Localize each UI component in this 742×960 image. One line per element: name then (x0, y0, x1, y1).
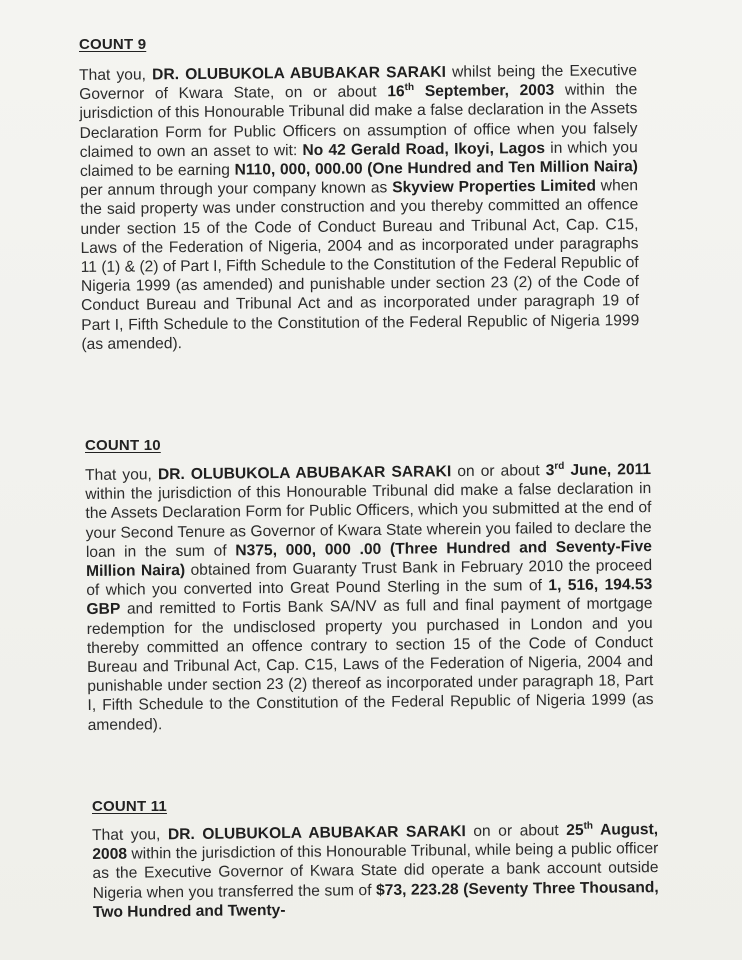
paragraph-text-segment: That you, (92, 826, 168, 844)
paragraph-text-segment: $73, 223.28 (Seventy Three Thousand, Two Hundred and Twenty- (92, 878, 659, 921)
count-11-heading: COUNT 11 (92, 798, 167, 815)
paragraph-text-segment: rd (554, 460, 565, 472)
count-11-paragraph (92, 820, 659, 922)
paragraph-text-segment: June, 2011 (564, 461, 652, 479)
count-10-paragraph (85, 460, 654, 735)
paragraph-text-segment: obtained from Guaranty Trust Bank in February 2010 the proceed of which you converted into Great Pound Sterling in the sum of (86, 557, 653, 600)
paragraph-text-segment: N110, 000, 000.00 (One Hundred and Ten Million Naira) (234, 158, 638, 179)
paragraph-text-segment: when the said property was under construction and you thereby committed an offence under section 15 of the Code of Conduct Bureau and Tribunal Act, Cap. C15, Laws of the Federation of Nigeria, 2004 and as incorporated under paragraphs 11 (1) & (2) of Part I, Fifth Schedule to the Constitution of the Federal Republic of Nigeria 1999 (as amended) and punishable under section 23 (2) of the Code of Conduct Bureau and Tribunal Act and as incorporated under paragraph 19 of Part I, Fifth Schedule to the Constitution of the Federal Republic of Nigeria 1999 (as amended). (80, 177, 640, 353)
paragraph-text-segment: on or about (451, 462, 546, 481)
count-10-heading: COUNT 10 (85, 437, 161, 454)
paragraph-text-segment: 25 (566, 821, 584, 840)
paragraph-text-segment: N375, 000, 000 .00 (Three Hundred and Seventy-Five Million Naira) (86, 537, 652, 581)
count-9-heading: COUNT 9 (79, 36, 147, 53)
paragraph-text-segment: No 42 Gerald Road, Ikoyi, Lagos (302, 139, 546, 159)
paragraph-text-segment: within the jurisdiction of this Honourable Tribunal, while being a public officer as the Executive Governor of Kwara State did operate a bank account outside Nigeria when you transferred the sum of (92, 840, 659, 902)
paragraph-text-segment: DR. OLUBUKOLA ABUBAKAR SARAKI (167, 823, 466, 844)
paragraph-text-segment: within the jurisdiction of this Honourable Tribunal did make a false declaration in the Assets Declaration Form for Public Officers on assumption of office when you falsely claimed to own an asset to wit: (79, 81, 638, 161)
count-9-paragraph (79, 61, 639, 354)
paragraph-text-segment: within the jurisdiction of this Honourable Tribunal did make a false declaration in the Assets Declaration Form for Public Officers, which you submitted at the end of your Second Tenure as Governor of Kwara State wherein you failed to declare the loan in the sum of (85, 480, 652, 561)
paragraph-text-segment: 1, 516, 194.53 GBP (86, 576, 653, 619)
paragraph-text-segment: That you, (79, 66, 153, 84)
paragraph-text-segment: August, 2008 (92, 821, 659, 864)
paragraph-text-segment: per annum through your company known as (80, 179, 393, 200)
paragraph-text-segment: 16 (387, 83, 405, 101)
paragraph-text-segment: That you, (85, 466, 158, 484)
paragraph-text-segment: on or about (465, 822, 567, 841)
paragraph-text-segment: th (583, 820, 594, 832)
paragraph-text-segment: th (404, 82, 415, 94)
paragraph-text-segment: DR. OLUBUKOLA ABUBAKAR SARAKI (152, 63, 446, 84)
paragraph-text-segment: whilst being the Executive Governor of Kwara State, on or about (79, 62, 638, 104)
paragraph-text-segment: Skyview Properties Limited (392, 177, 597, 197)
paragraph-text-segment: 3 (545, 462, 555, 480)
paragraph-text-segment: and remitted to Fortis Bank SA/NV as full and final payment of mortgage redemption for the undisclosed property you purchased in London and you thereby committed an offence contrary to section 15 of the Code of Conduct Bureau and Tribunal Act, Cap. C15, Laws of the Federation of Nigeria, 2004 and punishable under section 23 (2) thereof as incorporated under paragraph 18, Part I, Fifth Schedule to the Constitution of the Federal Republic of Nigeria 1999 (as amended). (86, 595, 654, 734)
paragraph-text-segment: DR. OLUBUKOLA ABUBAKAR SARAKI (157, 463, 452, 484)
paragraph-text-segment: in which you claimed to be earning (79, 138, 638, 181)
paragraph-text-segment: September, 2003 (414, 82, 555, 101)
